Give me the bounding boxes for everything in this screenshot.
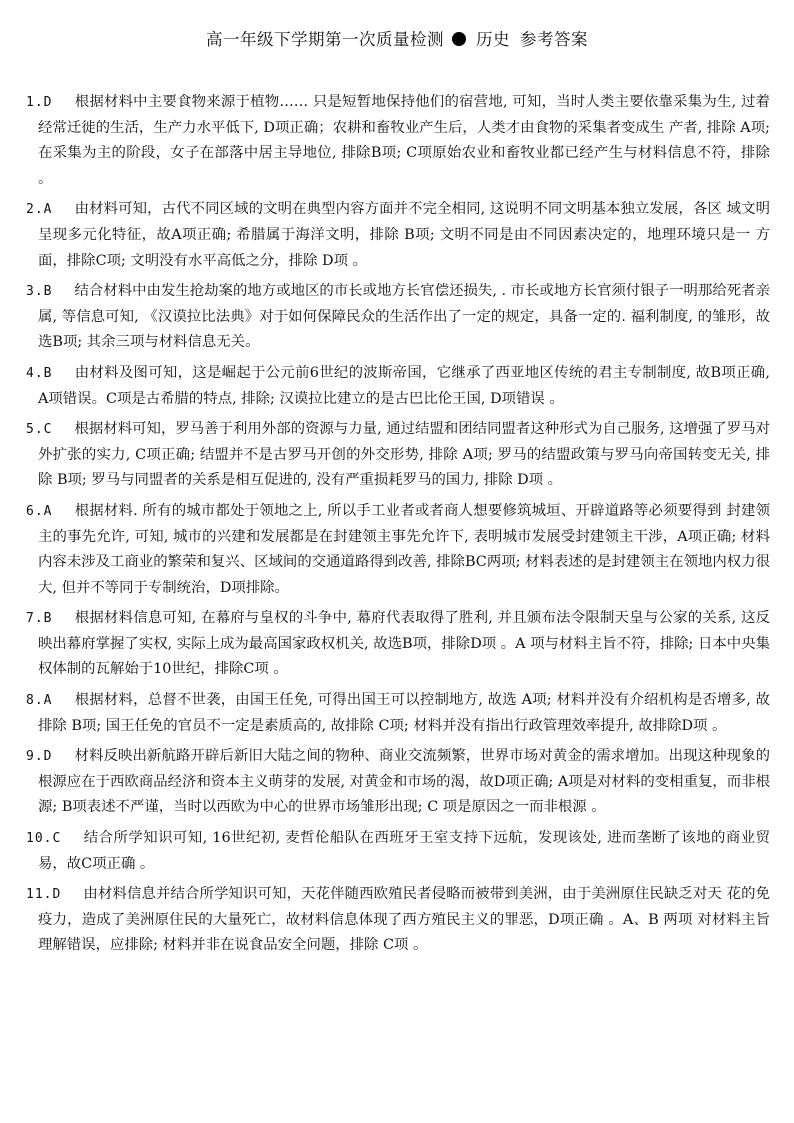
- answer-number: 9.D: [26, 749, 53, 765]
- answer-item-1: [26, 90, 770, 192]
- answer-item-6: [26, 499, 770, 601]
- answer-explanation: 根据材料中主要食物来源于植物…… 只是短暂地保持他们的宿营地, 可知，当时人类主要依靠采集为生, 过着经常迁徙的生活，生产力水平低下, D项正确；农耕和畜牧业产生后，人类才由食物的采集者变成生 产者, 排除 A项; 在采集为主的阶段，女子在部落中居主导地位, 排除B项; C项原始农业和畜牧业都已经产生与材料信息不符，排除 。: [38, 94, 770, 187]
- answer-number: 7.B: [26, 611, 53, 627]
- subject-label: 历史: [476, 30, 510, 49]
- answer-number: 11.D: [26, 887, 62, 903]
- answer-explanation: 根据材料信息可知, 在幕府与皇权的斗争中, 幕府代表取得了胜利, 并且颁布法令限制天皇与公家的关系, 这反映出幕府掌握了实权, 实际上成为最高国家政权机关, 故选B项，排除D项 。A 项与材料主旨不符，排除; 日本中央集权体制的瓦解始于10世纪，排除C项 。: [38, 610, 770, 678]
- answer-explanation: 结合所学知识可知, 16世纪初, 麦哲伦船队在西班牙王室支持下远航，发现该处, 进而垄断了该地的商业贸易，故C项正确 。: [38, 830, 770, 872]
- answer-number: 8.A: [26, 693, 53, 709]
- answer-number: 3.B: [26, 284, 53, 300]
- answer-list: [26, 90, 770, 964]
- answer-explanation: 根据材料，总督不世袭，由国王任免, 可得出国王可以控制地方, 故选 A项; 材料并没有介绍机构是否增多, 故排除 B项; 国王任免的官员不一定是素质高的, 故排除 C项; 材料并没有指出行政管理效率提升, 故排除D项 。: [38, 692, 770, 734]
- answer-number: 6.A: [26, 503, 53, 519]
- answer-item-9: [26, 744, 770, 821]
- document-title: [0, 26, 794, 50]
- answer-explanation: 根据材料可知，罗马善于利用外部的资源与力量, 通过结盟和团结同盟者这种形式为自己服务, 这增强了罗马对外扩张的实力, C项正确; 结盟并不是古罗马开创的外交形势, 排除 A项; 罗马的结盟政策与罗马向帝国转变无关, 排除 B项; 罗马与同盟者的关系是相互促进的, 没有严重损耗罗马的国力, 排除 D项 。: [38, 421, 770, 489]
- answer-item-2: [26, 197, 770, 274]
- bullet-dot-icon: [452, 32, 466, 46]
- answer-number: 4.B: [26, 365, 53, 381]
- answer-item-4: [26, 361, 770, 412]
- answer-explanation: 由材料及图可知，这是崛起于公元前6世纪的波斯帝国，它继承了西亚地区传统的君主专制制度, 故B项正确, A项错误。C项是古希腊的特点, 排除; 汉谟拉比建立的是古巴比伦王国, D项错误 。: [38, 364, 770, 407]
- answer-explanation: 由材料可知，古代不同区域的文明在典型内容方面并不完全相同, 这说明不同文明基本独立发展，各区 域文明呈现多元化特征，故A项正确; 希腊属于海洋文明，排除 B项; 文明不同是由不同因素决定的，地理环境只是一 方面，排除C项; 文明没有水平高低之分，排除 D项 。: [38, 201, 770, 269]
- answer-item-8: [26, 688, 770, 739]
- answer-explanation: 根据材料. 所有的城市都处于领地之上, 所以手工业者或者商人想要修筑城垣、开辟道路等必须要得到 封建领主的事先允许, 可知, 城市的兴建和发展都是在封建领主事先允许下, 表明城市发展受封建领主干涉，A项正确; 材料内容未涉及工商业的繁荣和复兴、区域间的交通道路得到改善, 排除BC两项; 材料表述的是封建领主在领地内权力很大, 但并不等同于专制统治，D项排除。: [38, 502, 770, 596]
- exam-title: 高一年级下学期第一次质量检测: [206, 30, 444, 49]
- answer-item-3: [26, 279, 770, 356]
- answer-explanation: 结合材料中由发生抢劫案的地方或地区的市长或地方长官偿还损失, . 市长或地方长官须付银子一明那给死者亲属, 等信息可知, 《汉谟拉比法典》对于如何保障民众的生活作出了一定的规定，具备一定的. 福利制度, 的雏形，故选B项; 其余三项与材料信息无关。: [38, 283, 770, 351]
- answer-explanation: 由材料信息并结合所学知识可知，天花伴随西欧殖民者侵略而被带到美洲，由于美洲原住民缺乏对天 花的免疫力，造成了美洲原住民的大量死亡，故材料信息体现了西方殖民主义的罪恶，D项正确 。A、B 两项 对材料主旨理解错误，应排除; 材料并非在说食品安全问题，排除 C项 。: [38, 886, 770, 954]
- answer-item-10: [26, 826, 770, 877]
- answer-item-11: [26, 882, 770, 959]
- answer-number: 1.D: [26, 95, 53, 110]
- answer-key-label: 参考答案: [520, 30, 588, 49]
- answer-number: 2.A: [26, 202, 53, 218]
- answer-item-7: [26, 606, 770, 683]
- answer-item-5: [26, 417, 770, 494]
- answer-number: 5.C: [26, 422, 53, 438]
- answer-number: 10.C: [26, 831, 62, 847]
- answer-explanation: 材料反映出新航路开辟后新旧大陆之间的物种、商业交流频繁，世界市场对黄金的需求增加。出现这种现象的根源应在于西欧商品经济和资本主义萌芽的发展, 对黄金和市场的渴，故D项正确; A项是对材料的变相重复，而非根源; B项表述不严谨，当时以西欧为中心的世界市场雏形出现; C 项是原因之一而非根源 。: [38, 748, 770, 816]
